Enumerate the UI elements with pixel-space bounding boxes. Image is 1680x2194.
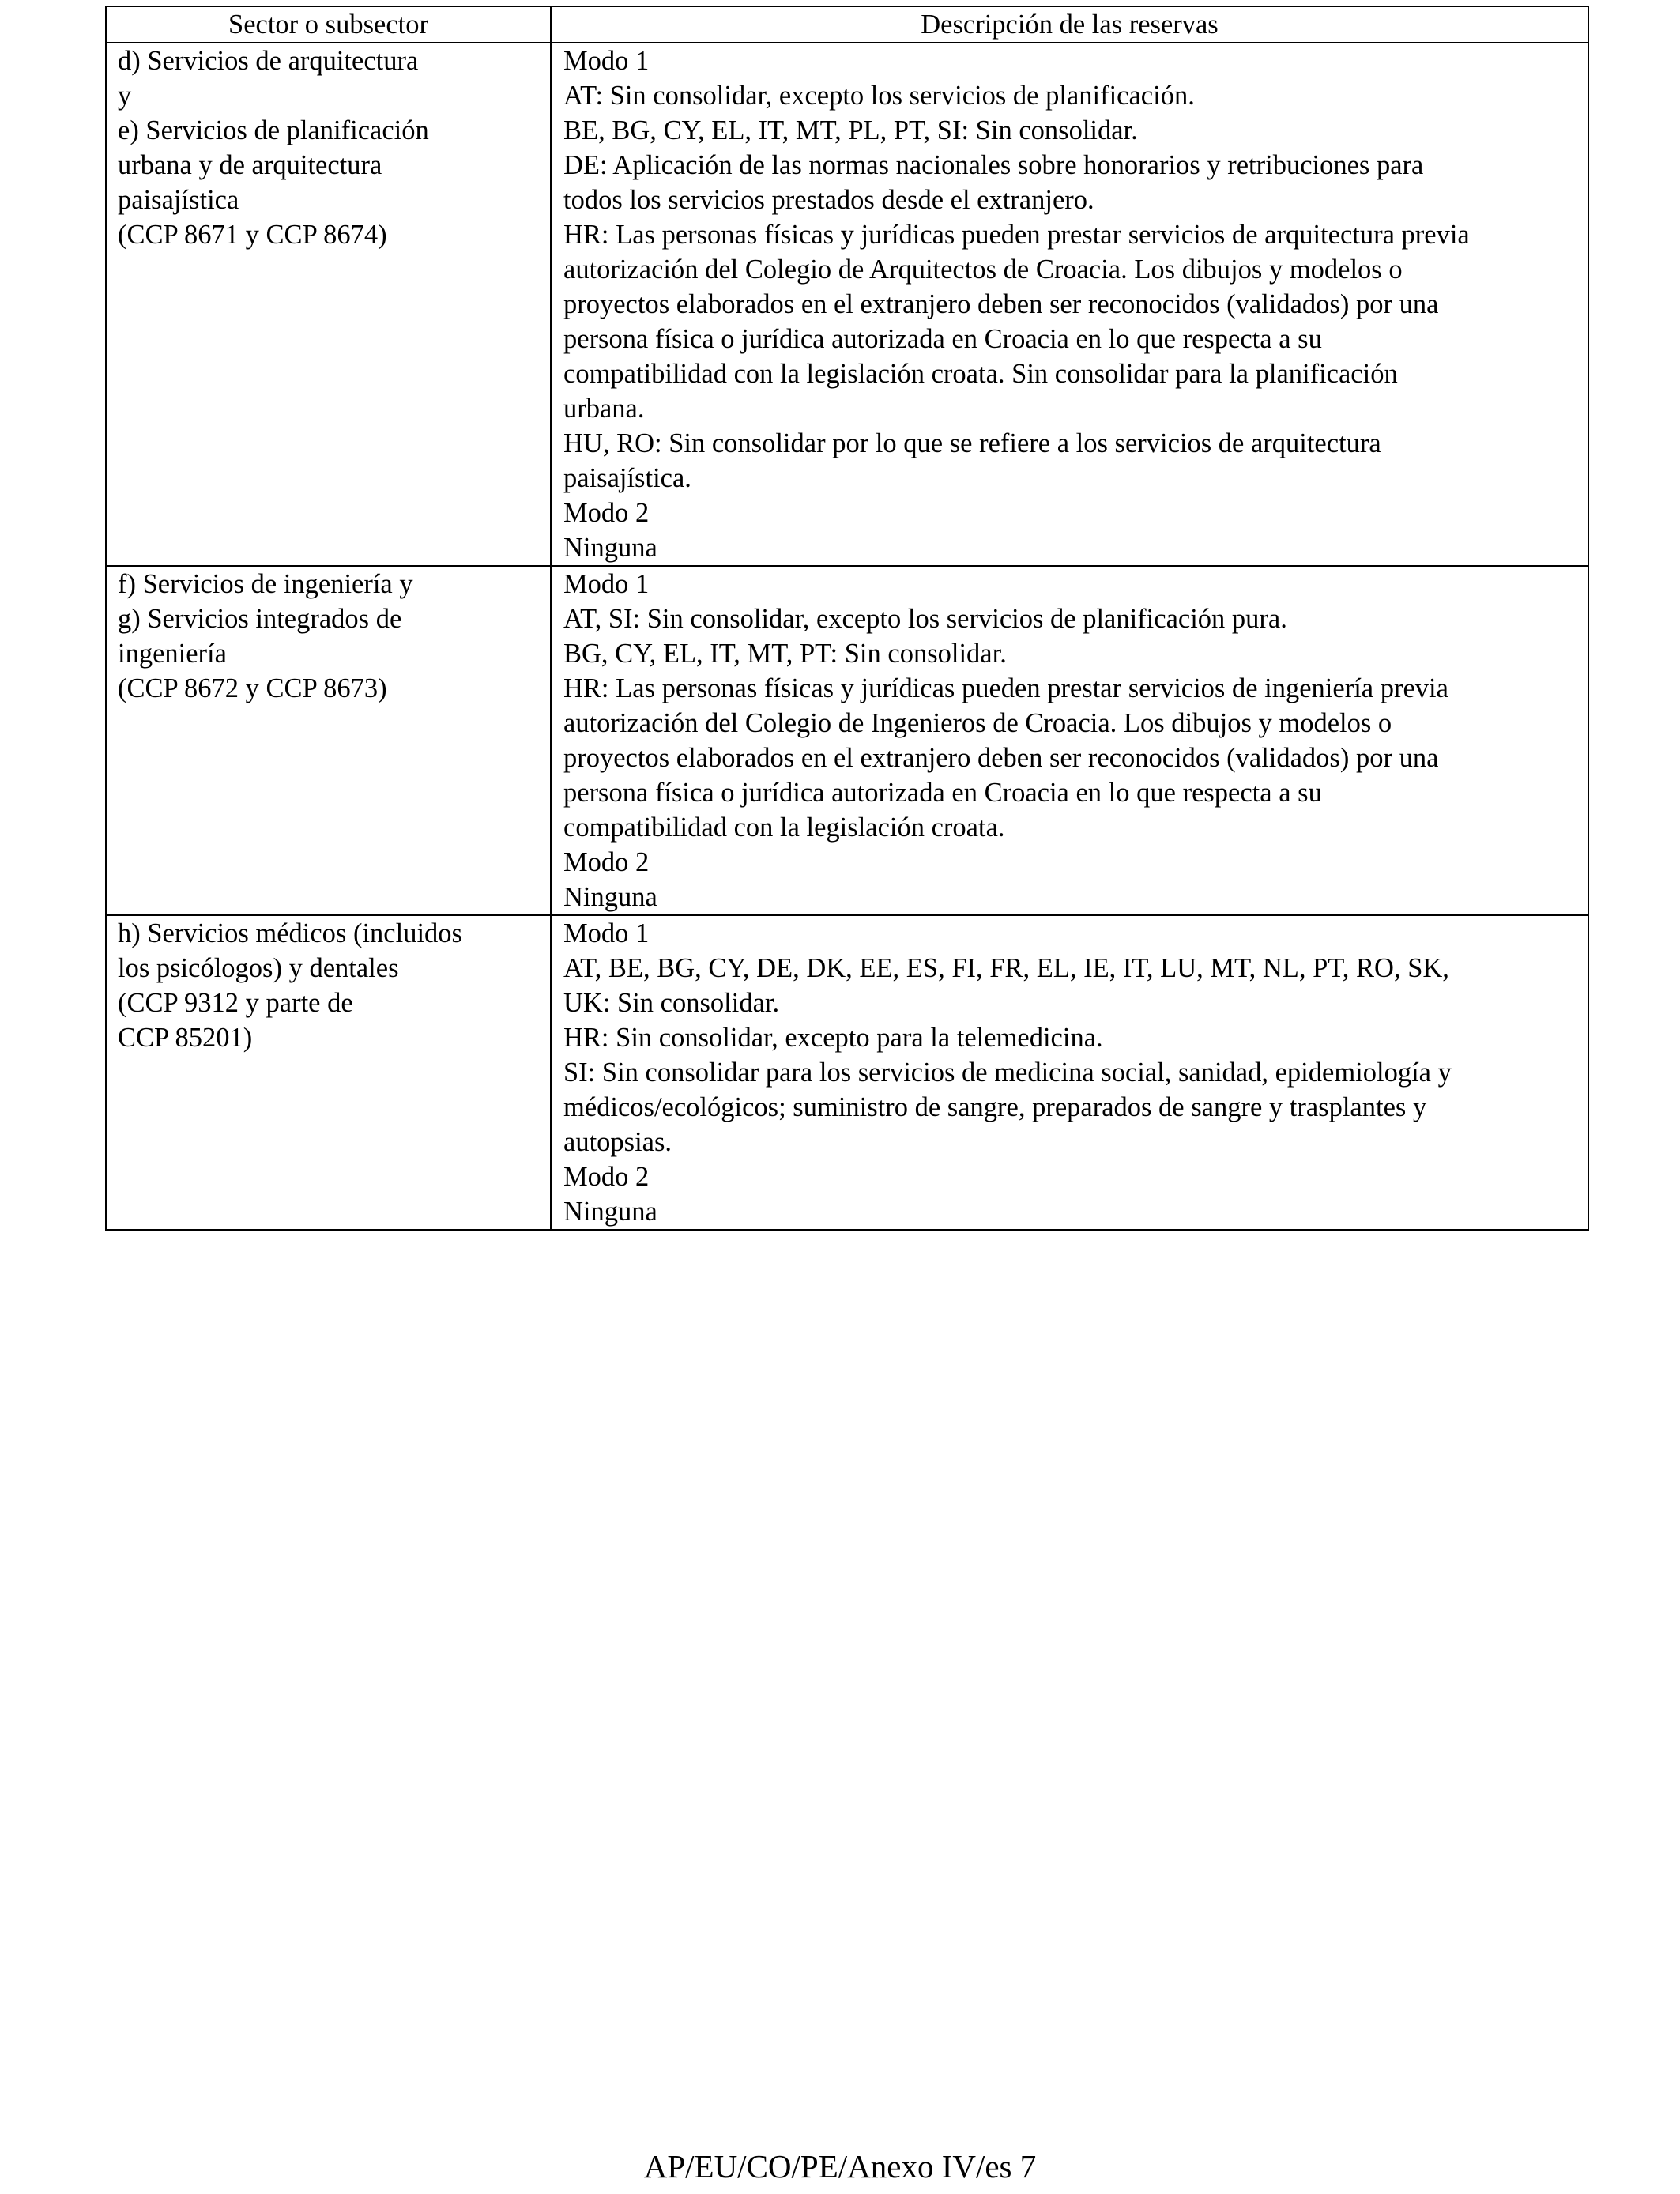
sector-line: e) Servicios de planificación bbox=[118, 115, 429, 145]
description-line: paisajística. bbox=[563, 463, 691, 493]
description-line: urbana. bbox=[563, 394, 645, 424]
description-line: Modo 1 bbox=[563, 569, 650, 599]
header-description: Descripción de las reservas bbox=[551, 6, 1588, 43]
description-line: Ninguna bbox=[563, 533, 657, 563]
description-line: persona física o jurídica autorizada en Croacia en lo que respecta a su bbox=[563, 778, 1322, 808]
description-line: HR: Las personas físicas y jurídicas pueden prestar servicios de arquitectura previa bbox=[563, 220, 1470, 250]
description-line: Modo 2 bbox=[563, 498, 650, 528]
header-sector: Sector o subsector bbox=[106, 6, 551, 43]
description-line: proyectos elaborados en el extranjero deben ser reconocidos (validados) por una bbox=[563, 743, 1439, 773]
description-cell bbox=[551, 43, 1588, 566]
sector-line: (CCP 8672 y CCP 8673) bbox=[118, 673, 387, 703]
page-footer: AP/EU/CO/PE/Anexo IV/es 7 bbox=[643, 2148, 1037, 2185]
description-line: BG, CY, EL, IT, MT, PT: Sin consolidar. bbox=[563, 639, 1007, 669]
description-line: autorización del Colegio de Arquitectos de Croacia. Los dibujos y modelos o bbox=[563, 254, 1403, 285]
description-line: médicos/ecológicos; suministro de sangre, preparados de sangre y trasplantes y bbox=[563, 1092, 1427, 1122]
description-line: HR: Las personas físicas y jurídicas pueden prestar servicios de ingeniería previa bbox=[563, 673, 1448, 703]
description-line: DE: Aplicación de las normas nacionales sobre honorarios y retribuciones para bbox=[563, 150, 1424, 180]
description-cell bbox=[551, 566, 1588, 915]
description-line: UK: Sin consolidar. bbox=[563, 988, 780, 1018]
description-line: autorización del Colegio de Ingenieros de Croacia. Los dibujos y modelos o bbox=[563, 708, 1392, 738]
reservations-table bbox=[105, 6, 1589, 1231]
sector-line: d) Servicios de arquitectura bbox=[118, 46, 419, 76]
description-line: Modo 1 bbox=[563, 46, 650, 76]
description-line: HR: Sin consolidar, excepto para la telemedicina. bbox=[563, 1023, 1103, 1053]
table-row bbox=[106, 566, 1588, 915]
description-line: Ninguna bbox=[563, 1197, 657, 1227]
sector-cell bbox=[106, 43, 551, 566]
description-line: Modo 2 bbox=[563, 847, 650, 877]
sector-line: (CCP 8671 y CCP 8674) bbox=[118, 220, 387, 250]
description-line: SI: Sin consolidar para los servicios de medicina social, sanidad, epidemiología y bbox=[563, 1057, 1452, 1088]
description-line: compatibilidad con la legislación croata. Sin consolidar para la planificación bbox=[563, 359, 1398, 389]
description-cell bbox=[551, 915, 1588, 1230]
description-line: autopsias. bbox=[563, 1127, 672, 1157]
sector-line: (CCP 9312 y parte de bbox=[118, 988, 353, 1018]
description-line: proyectos elaborados en el extranjero deben ser reconocidos (validados) por una bbox=[563, 289, 1439, 319]
description-line: todos los servicios prestados desde el extranjero. bbox=[563, 185, 1094, 215]
sector-line: CCP 85201) bbox=[118, 1023, 253, 1053]
reservations-table-container bbox=[105, 6, 1588, 1231]
description-line: BE, BG, CY, EL, IT, MT, PL, PT, SI: Sin consolidar. bbox=[563, 115, 1138, 145]
description-line: compatibilidad con la legislación croata. bbox=[563, 812, 1005, 843]
description-line: Modo 2 bbox=[563, 1162, 650, 1192]
sector-line: paisajística bbox=[118, 185, 239, 215]
description-line: AT, BE, BG, CY, DE, DK, EE, ES, FI, FR, EL, IE, IT, LU, MT, NL, PT, RO, SK, bbox=[563, 953, 1449, 983]
sector-line: h) Servicios médicos (incluidos bbox=[118, 918, 462, 948]
table-header-row bbox=[106, 6, 1588, 43]
description-line: Ninguna bbox=[563, 882, 657, 912]
table-row bbox=[106, 43, 1588, 566]
description-line: persona física o jurídica autorizada en Croacia en lo que respecta a su bbox=[563, 324, 1322, 354]
description-line: Modo 1 bbox=[563, 918, 650, 948]
sector-cell bbox=[106, 915, 551, 1230]
sector-line: g) Servicios integrados de bbox=[118, 604, 402, 634]
description-line: AT, SI: Sin consolidar, excepto los servicios de planificación pura. bbox=[563, 604, 1287, 634]
table-row bbox=[106, 915, 1588, 1230]
sector-line: f) Servicios de ingeniería y bbox=[118, 569, 413, 599]
description-line: HU, RO: Sin consolidar por lo que se refiere a los servicios de arquitectura bbox=[563, 428, 1381, 458]
sector-line: ingeniería bbox=[118, 639, 227, 669]
sector-cell bbox=[106, 566, 551, 915]
sector-line: urbana y de arquitectura bbox=[118, 150, 382, 180]
description-line: AT: Sin consolidar, excepto los servicios de planificación. bbox=[563, 81, 1195, 111]
sector-line: los psicólogos) y dentales bbox=[118, 953, 399, 983]
sector-line: y bbox=[118, 81, 132, 111]
